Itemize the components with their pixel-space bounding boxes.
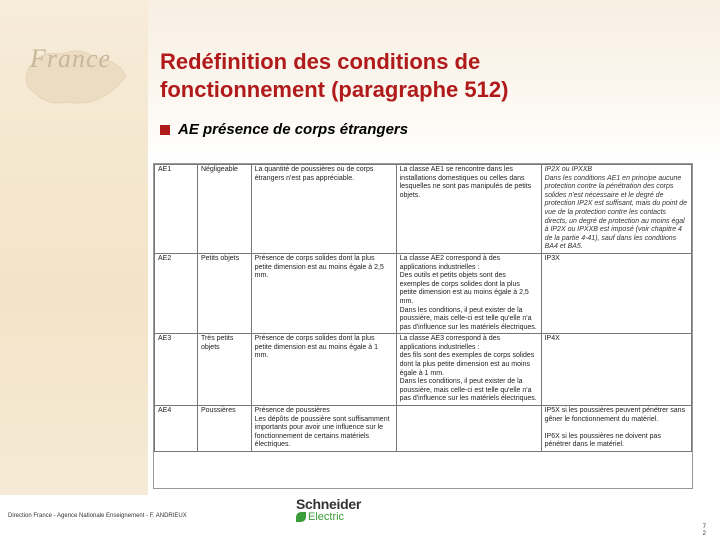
table-cell-application: La classe AE2 correspond à des applications industrielles : Des outils et petits objets sont des exemples de corps solides dont la plus petite dimension est au moins égale à 2,5 mm. Dans les conditions, il peut exister de la poussière, mais celle-ci est telle qu'elle n'a pas d'influence sur les matériels électriques.	[396, 253, 541, 333]
table-cell-application: La classe AE3 correspond à des applications industrielles : des fils sont des exemples de corps solides dont la plus petite dimension est au moins égale à 1 mm. Dans les conditions, il peut exister de la poussière, mais celle-ci est telle qu'elle n'a pas d'influence sur les matériels électriques.	[396, 334, 541, 406]
table-cell-description: Présence de poussières Les dépôts de poussière sont suffisamment importants pour avoir une influence sur le fonctionnement de certains matériels électriques.	[251, 406, 396, 452]
logo-word-schneider: Schneider	[296, 496, 361, 512]
table-cell-name: Petits objets	[197, 253, 251, 333]
influences-table	[153, 163, 693, 489]
page-number-bottom: 2	[702, 531, 706, 537]
page-number-top: 7	[702, 524, 706, 530]
table-cell-ip: IP3X	[541, 253, 691, 333]
square-bullet-icon	[160, 125, 170, 135]
bullet-item	[160, 121, 408, 138]
table-cell-name: Négligeable	[197, 165, 251, 254]
table-cell-application	[396, 406, 541, 452]
table-row	[155, 253, 692, 333]
table-cell-application: La classe AE1 se rencontre dans les installations domestiques ou celles dans lesquelles ne sont pas manipulés de petits objets.	[396, 165, 541, 254]
table-cell-ip: IP2X ou IPXXB Dans les conditions AE1 en principe aucune protection contre la pénétration des corps solides n'est nécessaire et le degré de protection IP2X est suffisant, mais du point de vue de la protection contre les contacts directs, un degré de protection au moins égal à IP2X ou IPXXB est imposé (voir chapitre 4 de la partie 4-41), sauf dans les conditions BA4 et BA5.	[541, 165, 691, 254]
table-cell-code: AE3	[155, 334, 198, 406]
table-cell-name: Très petits objets	[197, 334, 251, 406]
table-cell-ip: IP5X si les poussières peuvent pénétrer sans gêner le fonctionnement du matériel. IP6X si les poussières ne doivent pas pénétrer dans le matériel.	[541, 406, 691, 452]
table-cell-name: Poussières	[197, 406, 251, 452]
footer-credit: Direction France - Agence Nationale Enseignement - F. ANDRIEUX	[8, 513, 187, 519]
table-cell-code: AE1	[155, 165, 198, 254]
sidebar-decoration	[0, 0, 148, 495]
table-row	[155, 334, 692, 406]
table-row	[155, 406, 692, 452]
table-cell-ip: IP4X	[541, 334, 691, 406]
slide-title	[160, 48, 680, 104]
table-cell-code: AE2	[155, 253, 198, 333]
logo-word-electric: Electric	[308, 511, 345, 523]
schneider-electric-logo	[296, 496, 382, 523]
table-cell-description: Présence de corps solides dont la plus petite dimension est au moins égale à 2,5 mm.	[251, 253, 396, 333]
table-row	[155, 165, 692, 254]
table-cell-description: La quantité de poussières ou de corps étrangers n'est pas appréciable.	[251, 165, 396, 254]
bullet-text: AE présence de corps étrangers	[178, 121, 409, 138]
table-cell-description: Présence de corps solides dont la plus petite dimension est au moins égale à 1 mm.	[251, 334, 396, 406]
table-cell-code: AE4	[155, 406, 198, 452]
france-logo-word: France	[30, 44, 112, 73]
slide-title-line-1: Redéfinition des conditions de	[160, 49, 481, 74]
page-number	[703, 524, 706, 538]
leaf-icon	[296, 512, 306, 522]
slide-title-line-2: fonctionnement (paragraphe 512)	[160, 77, 509, 102]
ae-table	[154, 164, 692, 452]
